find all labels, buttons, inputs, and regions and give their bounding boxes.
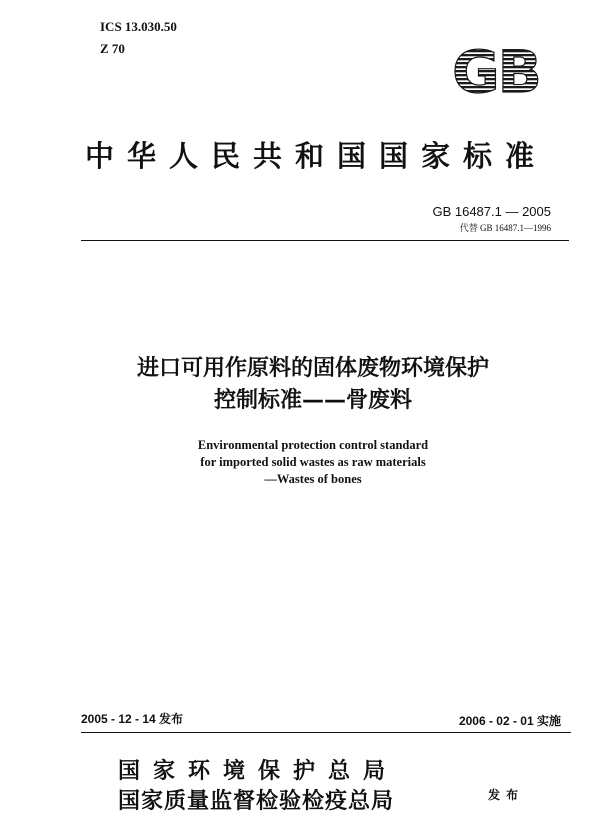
publish-label: 发布: [488, 788, 525, 802]
chinese-title-line-2: 控制标准——骨废料: [213, 388, 412, 413]
bottom-divider: [81, 732, 571, 733]
top-divider: [81, 240, 569, 241]
issuer-quality-supervision: 国家质量监督检验检疫总局: [118, 789, 395, 814]
issue-date: 2005 - 12 - 14 发布: [81, 712, 184, 726]
english-title-line-3: —Wastes of bones: [264, 472, 362, 486]
standard-number: GB 16487.1 — 2005: [432, 204, 551, 219]
chinese-title-line-1: 进口可用作原料的固体废物环境保护: [136, 356, 489, 381]
gb-logo-icon: [437, 42, 555, 100]
national-standard-title: 中华人民共和国国家标准: [85, 139, 548, 173]
english-title-line-2: for imported solid wastes as raw materials: [200, 455, 426, 469]
issuer-environmental-protection: 国家环境保护总局: [118, 759, 399, 784]
classification-code: Z 70: [100, 41, 125, 56]
english-title: [60, 437, 566, 488]
implementation-date: 2006 - 02 - 01 实施: [458, 714, 561, 728]
chinese-title: [60, 353, 566, 417]
ics-code: ICS 13.030.50: [100, 19, 177, 34]
replaces-standard: 代替 GB 16487.1—1996: [459, 223, 551, 233]
svg-text:GB: GB: [452, 42, 540, 100]
english-title-line-1: Environmental protection control standard: [197, 438, 429, 452]
